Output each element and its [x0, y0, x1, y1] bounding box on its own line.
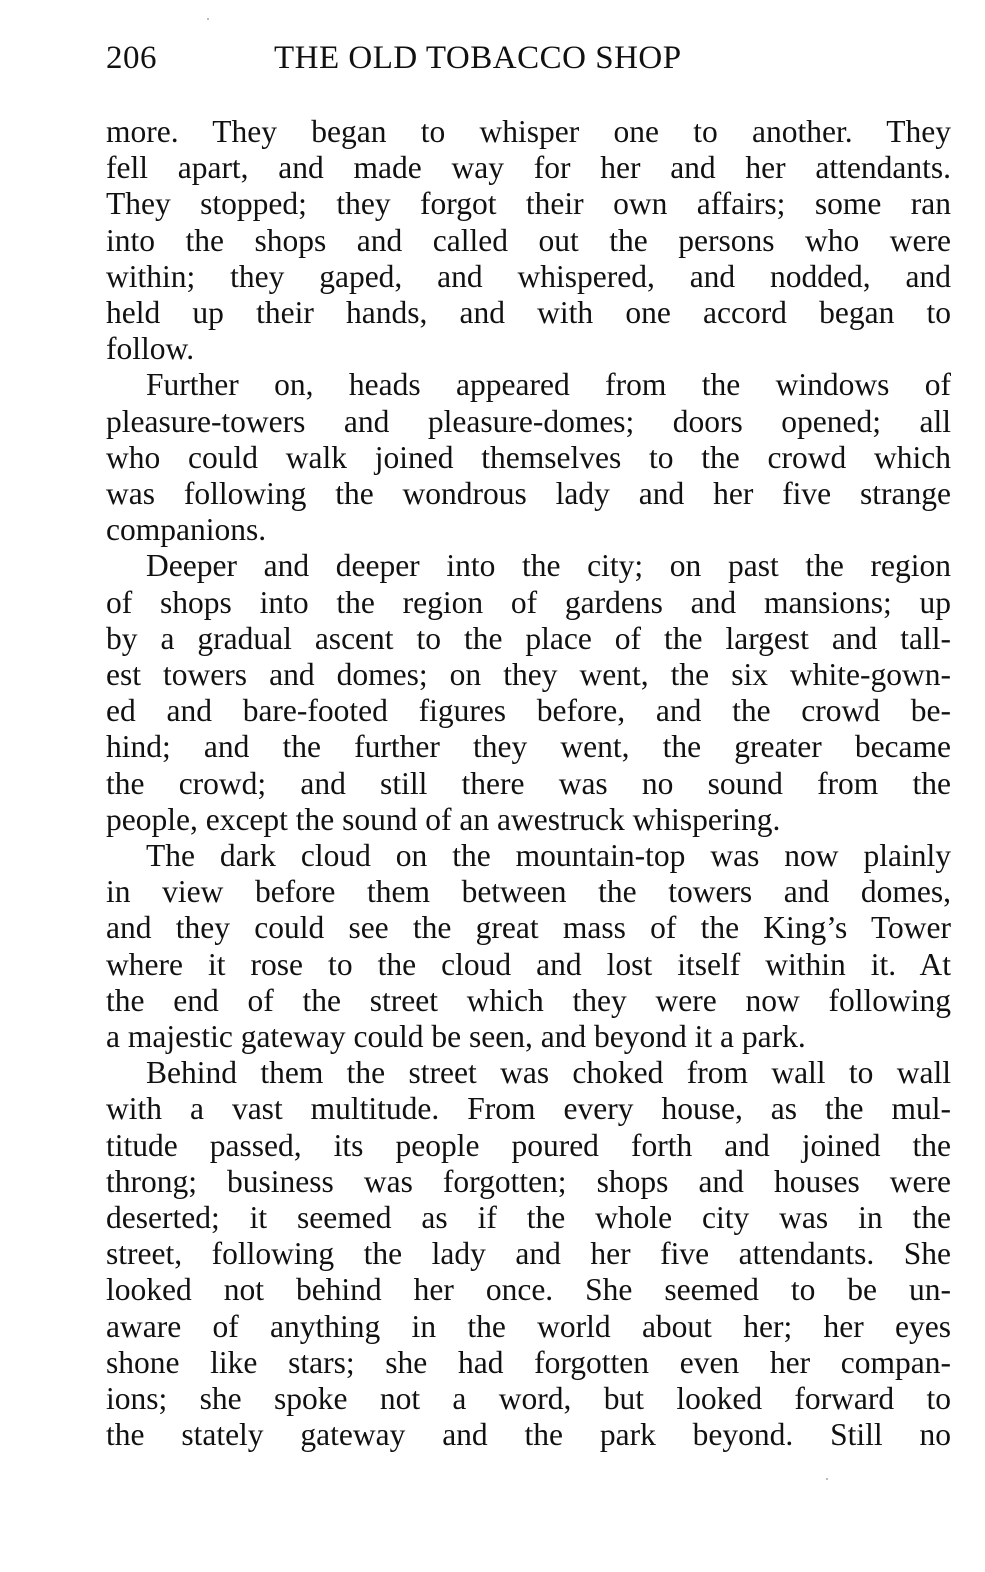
- text-line: pleasure-towers and pleasure-domes; doors opened; all: [106, 403, 951, 439]
- text-line: the end of the street which they were now following: [106, 982, 951, 1018]
- text-line: Further on, heads appeared from the windows of: [146, 367, 951, 403]
- text-line: shone like stars; she had forgotten even her compan-: [106, 1344, 951, 1380]
- text-line: ed and bare-footed figures before, and the crowd be-: [106, 693, 951, 729]
- text-line: more. They began to whisper one to another. They: [106, 114, 951, 149]
- text-line: titude passed, its people poured forth and joined the: [106, 1127, 951, 1163]
- text-line: The dark cloud on the mountain-top was now plainly: [146, 838, 951, 873]
- text-line: companions.: [106, 512, 267, 548]
- text-line: They stopped; they forgot their own affairs; some ran: [106, 186, 951, 222]
- text-line: Behind them the street was choked from wall to wall: [146, 1055, 951, 1091]
- text-line: who could walk joined themselves to the crowd which: [106, 439, 951, 475]
- scan-speck: [207, 18, 209, 20]
- text-line: hind; and the further they went, the greater became: [106, 729, 951, 765]
- text-line: the crowd; and still there was no sound from the: [106, 765, 951, 801]
- text-line: Deeper and deeper into the city; on past the region: [146, 548, 951, 584]
- text-line: looked not behind her once. She seemed to be un-: [106, 1272, 951, 1308]
- text-line: in view before them between the towers and domes,: [106, 874, 951, 910]
- running-title: THE OLD TOBACCO SHOP: [274, 40, 682, 76]
- scan-speck: [826, 1478, 828, 1480]
- text-line: follow.: [106, 331, 195, 367]
- text-line: street, following the lady and her five attendants. She: [106, 1236, 951, 1272]
- text-line: throng; business was forgotten; shops and houses were: [106, 1163, 951, 1199]
- text-line: with a vast multitude. From every house, as the mul-: [106, 1091, 951, 1127]
- text-line: ions; she spoke not a word, but looked forward to: [106, 1381, 951, 1416]
- text-line: fell apart, and made way for her and her attendants.: [106, 150, 951, 186]
- text-line: of shops into the region of gardens and mansions; up: [106, 584, 951, 620]
- text-line: est towers and domes; on they went, the six white-gown-: [106, 657, 951, 692]
- text-line: into the shops and called out the persons who were: [106, 222, 951, 258]
- text-line: deserted; it seemed as if the whole city was in the: [106, 1200, 951, 1235]
- text-line: people, except the sound of an awestruck whispering.: [106, 801, 781, 837]
- text-line: within; they gaped, and whispered, and nodded, and: [106, 258, 951, 294]
- text-line: and they could see the great mass of the King’s Tower: [106, 910, 951, 946]
- page-number: 206: [106, 40, 157, 76]
- text-line: where it rose to the cloud and lost itself within it. At: [106, 946, 951, 982]
- text-line: the stately gateway and the park beyond. Still no: [106, 1417, 951, 1453]
- running-header: [106, 40, 806, 84]
- text-line: by a gradual ascent to the place of the largest and tall-: [106, 620, 951, 656]
- text-line: aware of anything in the world about her; her eyes: [106, 1308, 951, 1344]
- text-line: was following the wondrous lady and her five strange: [106, 476, 951, 511]
- text-line: a majestic gateway could be seen, and beyond it a park.: [106, 1019, 806, 1054]
- text-line: held up their hands, and with one accord began to: [106, 295, 951, 330]
